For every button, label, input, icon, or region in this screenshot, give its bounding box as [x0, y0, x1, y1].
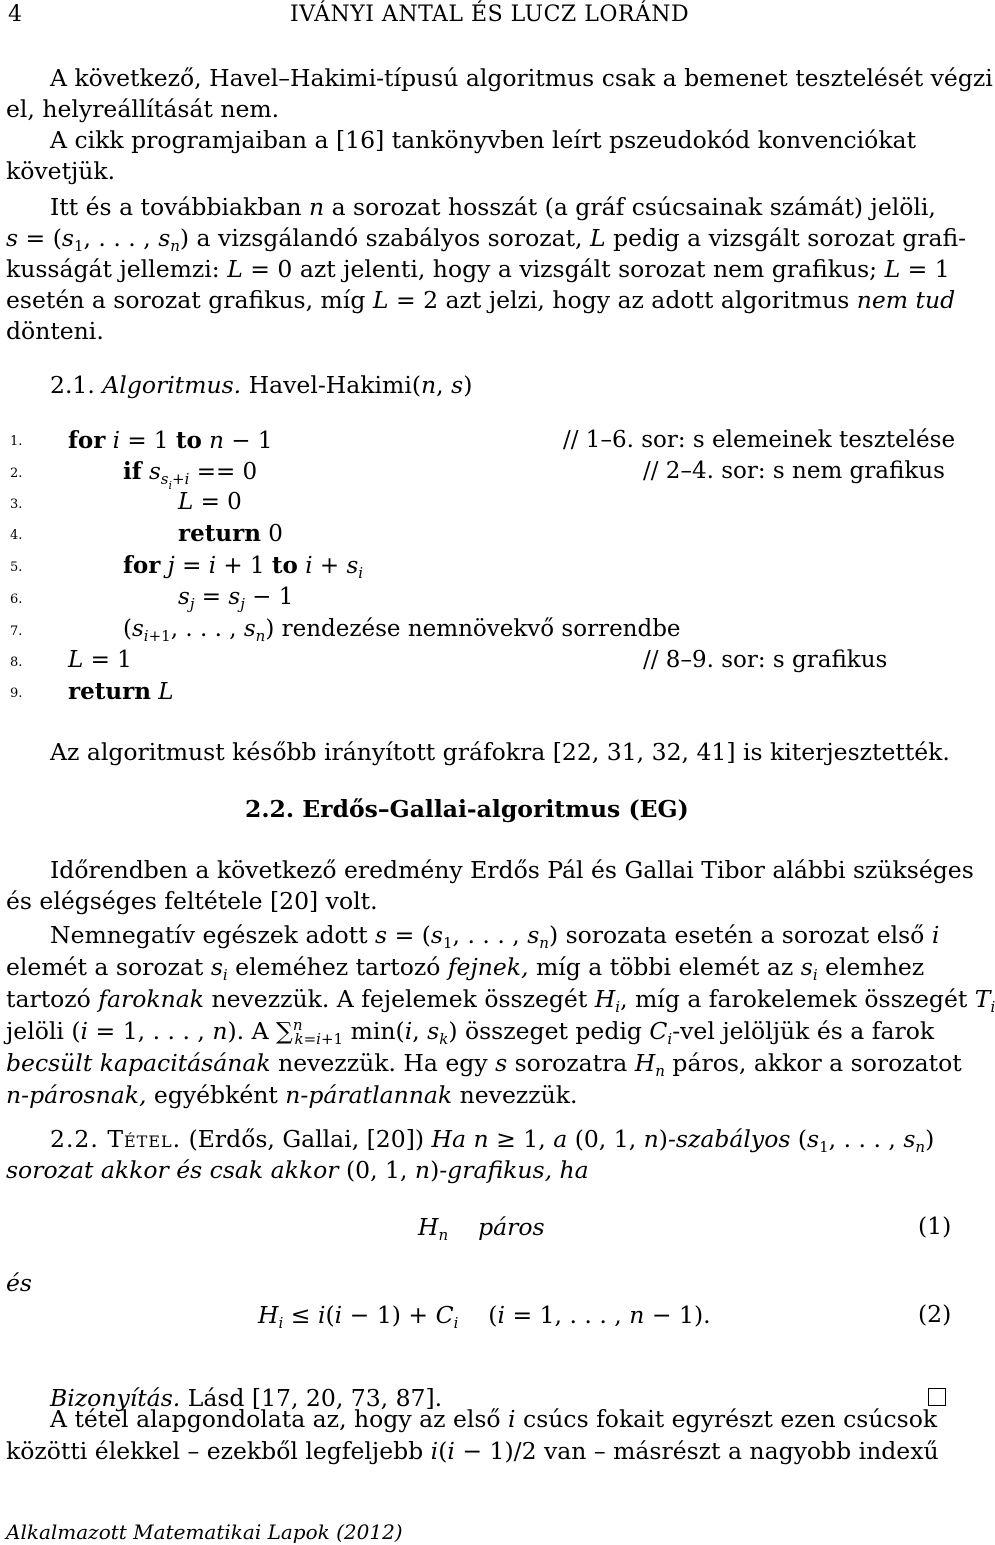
- notation-line-2: $s = (s_1$, . . . , $s_n$) a vizsgálandó szabályos sorozat, L pedig a vizsgált sorozat grafi-: [6, 224, 967, 255]
- algo-line-2: if $s_{s_i+i} == 0$: [123, 458, 258, 492]
- theorem-line-1: 2.2. Tétel. (Erdős, Gallai, [20]) Ha n ≥ 1, a (0, 1, n)-szabályos ($s_1$, . . . , $s_n$): [50, 1125, 935, 1156]
- equation-1: $H_n$ páros: [418, 1213, 545, 1244]
- algo-line-7: ($s_{i+1}$, . . . , $s_n$) rendezése nemnövekvő sorrendbe: [123, 616, 681, 645]
- notation-line-3: kusságát jellemzi: L = 0 azt jelenti, hogy a vizsgált sorozat nem grafikus; L = 1: [6, 255, 950, 283]
- algo-line-6: $s_j = s_j - 1$: [178, 584, 294, 613]
- line-number: 2.: [10, 466, 23, 481]
- theorem-attribution: (Erdős, Gallai, [20]): [188, 1125, 425, 1153]
- closing-line-2: közötti élekkel – ezekből legfeljebb i(i − 1)/2 van – másrészt a nagyobb indexű: [6, 1437, 939, 1465]
- notation-line-5: dönteni.: [6, 317, 104, 345]
- proof-text: Lásd [17, 20, 73, 87].: [187, 1384, 443, 1412]
- line-number: 6.: [10, 592, 23, 607]
- equation-2: $H_i \le i(i - 1) + C_i$ (i = 1, . . . , n − 1).: [258, 1301, 711, 1332]
- section-line-6: jelöli (i = 1, . . . , n). A ∑$^n_{k=i+1}$ min(i, $s_k$) összeget pedig $C_i$-vel jelöljük és a farok: [6, 1016, 935, 1048]
- algo-line-8: L = 1: [68, 647, 132, 673]
- section-line-3: Nemnegatív egészek adott $s = (s_1$, . . . , $s_n$) sorozata esetén a sorozat első i: [50, 921, 940, 952]
- notation-line-4: esetén a sorozat grafikus, míg L = 2 azt jelzi, hogy az adott algoritmus nem tud: [6, 286, 956, 314]
- algo-line-5: for j = i + 1 to $i + s_i$: [123, 552, 364, 582]
- equation-1-number: (1): [918, 1212, 952, 1240]
- intro-line-3: A cikk programjaiban a [16] tankönyvben leírt pszeudokód konvenciókat: [50, 126, 917, 154]
- closing-line-1: A tétel alapgondolata az, hogy az első i csúcs fokait egyrészt ezen csúcsok: [50, 1405, 938, 1433]
- intro-line-4: követjük.: [6, 157, 116, 185]
- section-line-5: tartozó faroknak nevezzük. A fejelemek összegét $H_i$, míg a farokelemek összegét $T_i$: [6, 985, 995, 1016]
- journal-footer: Alkalmazott Matematikai Lapok (2012): [6, 1520, 403, 1544]
- algo-comment-1: // 1–6. sor: s elemeinek tesztelése: [563, 427, 956, 453]
- section-line-4: elemét a sorozat $s_i$ eleméhez tartozó fejnek, míg a többi elemét az $s_i$ elemhez: [6, 953, 925, 984]
- line-number: 4.: [10, 528, 23, 543]
- algo-comment-2: // 2–4. sor: s nem grafikus: [643, 458, 945, 484]
- line-number: 9.: [10, 686, 23, 701]
- after-algorithm-text: Az algoritmust később irányított gráfokra [22, 31, 32, 41] is kiterjesztették.: [50, 738, 950, 766]
- intro-line-2: el, helyreállítását nem.: [6, 95, 280, 123]
- line-number: 7.: [10, 624, 23, 639]
- section-line-7: becsült kapacitásának nevezzük. Ha egy s sorozatra $H_n$ páros, akkor a sorozatot: [6, 1049, 962, 1080]
- algo-line-3: L = 0: [178, 489, 242, 515]
- section-line-8: n-párosnak, egyébként n-páratlannak nevezzük.: [6, 1081, 578, 1109]
- line-number: 3.: [10, 497, 23, 512]
- conjunction-es: és: [6, 1269, 32, 1297]
- equation-2-number: (2): [918, 1300, 952, 1328]
- algorithm-caption: 2.1. Algoritmus. Havel-Hakimi(n, s): [50, 371, 473, 399]
- theorem-label: 2.2. Tétel.: [50, 1125, 182, 1153]
- intro-line-1: A következő, Havel–Hakimi-típusú algoritmus csak a bemenet tesztelését végzi: [50, 64, 993, 92]
- theorem-line-2: sorozat akkor és csak akkor (0, 1, n)-grafikus, ha: [6, 1156, 589, 1184]
- proof-label: Bizonyítás.: [50, 1384, 181, 1412]
- line-number: 5.: [10, 560, 23, 575]
- algo-line-1: for i = 1 to n − 1: [68, 427, 273, 454]
- running-title: IVÁNYI ANTAL ÉS LUCZ LORÁND: [290, 2, 690, 27]
- section-line-1: Időrendben a következő eredmény Erdős Pál és Gallai Tibor alábbi szükséges: [50, 856, 974, 884]
- page-number: 4: [8, 2, 23, 27]
- notation-line-1: Itt és a továbbiakban n a sorozat hosszát (a gráf csúcsainak számát) jelöli,: [50, 193, 936, 221]
- line-number: 1.: [10, 434, 23, 449]
- section-line-2: és elégséges feltétele [20] volt.: [6, 887, 378, 915]
- section-title: 2.2. Erdős–Gallai-algoritmus (EG): [245, 795, 689, 823]
- line-number: 8.: [10, 655, 23, 670]
- algo-line-4: return 0: [178, 520, 283, 547]
- algo-comment-3: // 8–9. sor: s grafikus: [643, 647, 888, 673]
- algo-line-9: return L: [68, 678, 174, 705]
